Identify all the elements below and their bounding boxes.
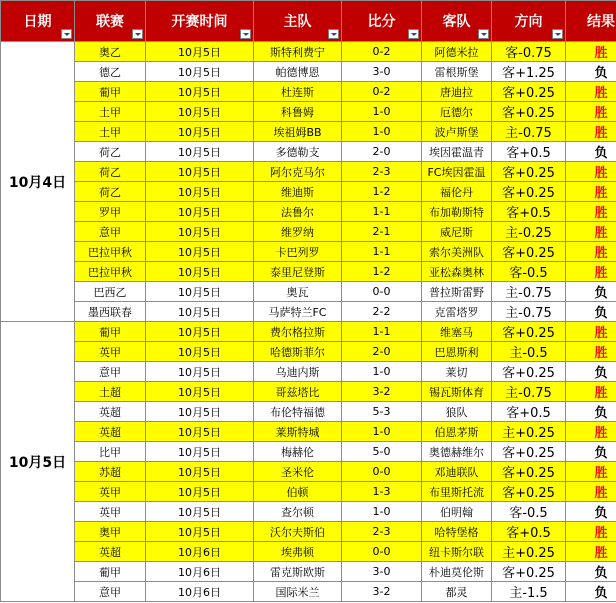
league-cell: 墨西联春: [75, 302, 146, 322]
filter-dropdown-icon[interactable]: [408, 29, 419, 39]
league-cell: 土甲: [75, 122, 146, 142]
table-row: [1, 262, 616, 282]
away-team-cell: 奥德赫维尔: [422, 442, 492, 462]
score-cell: 0-0: [342, 282, 422, 302]
filter-dropdown-icon[interactable]: [552, 29, 563, 39]
time-cell: 10月5日: [146, 502, 254, 522]
table-row: [1, 502, 616, 522]
result-cell: 胜: [566, 242, 616, 262]
table-row: [1, 322, 616, 342]
date-cell: 10月4日: [1, 42, 75, 322]
league-cell: 葡甲: [75, 82, 146, 102]
score-cell: 0-0: [342, 542, 422, 562]
pick-cell: 客+0.5: [492, 202, 566, 222]
result-cell: 胜: [566, 162, 616, 182]
time-cell: 10月5日: [146, 42, 254, 62]
league-cell: 苏超: [75, 462, 146, 482]
time-cell: 10月5日: [146, 142, 254, 162]
score-cell: 2-3: [342, 522, 422, 542]
time-cell: 10月5日: [146, 382, 254, 402]
result-cell: 负: [566, 302, 616, 322]
home-team-cell: 乌迪内斯: [254, 362, 342, 382]
pick-cell: 客+0.25: [492, 482, 566, 502]
result-cell: 胜: [566, 322, 616, 342]
league-cell: 奥乙: [75, 42, 146, 62]
score-cell: 1-1: [342, 202, 422, 222]
score-cell: 2-3: [342, 162, 422, 182]
time-cell: 10月5日: [146, 262, 254, 282]
filter-dropdown-icon[interactable]: [478, 29, 489, 39]
column-header-label: 开赛时间: [171, 14, 228, 30]
time-cell: 10月5日: [146, 202, 254, 222]
league-cell: 荷乙: [75, 142, 146, 162]
result-cell: 胜: [566, 202, 616, 222]
league-cell: 英甲: [75, 342, 146, 362]
pick-cell: 主-0.75: [492, 382, 566, 402]
score-cell: 1-0: [342, 122, 422, 142]
time-cell: 10月5日: [146, 422, 254, 442]
home-team-cell: 费尔格拉斯: [254, 322, 342, 342]
score-cell: 0-0: [342, 462, 422, 482]
result-cell: 胜: [566, 102, 616, 122]
away-team-cell: 莱切: [422, 362, 492, 382]
league-cell: 英超: [75, 422, 146, 442]
pick-cell: 主-0.75: [492, 302, 566, 322]
away-team-cell: FC埃因霍温: [422, 162, 492, 182]
time-cell: 10月6日: [146, 562, 254, 582]
table-row: [1, 562, 616, 582]
league-cell: 葡甲: [75, 562, 146, 582]
home-team-cell: 阿尔克马尔: [254, 162, 342, 182]
time-cell: 10月5日: [146, 222, 254, 242]
score-cell: 1-2: [342, 262, 422, 282]
result-cell: 负: [566, 62, 616, 82]
league-cell: 英甲: [75, 482, 146, 502]
league-cell: 土甲: [75, 102, 146, 122]
home-team-cell: 斯特利费宁: [254, 42, 342, 62]
home-team-cell: 维罗纳: [254, 222, 342, 242]
pick-cell: 主+0.25: [492, 542, 566, 562]
league-cell: 葡甲: [75, 322, 146, 342]
table-row: [1, 202, 616, 222]
table-row: [1, 302, 616, 322]
league-cell: 意甲: [75, 582, 146, 602]
league-cell: 英甲: [75, 502, 146, 522]
league-cell: 荷乙: [75, 162, 146, 182]
home-team-cell: 卡巴列罗: [254, 242, 342, 262]
table-row: [1, 522, 616, 542]
home-team-cell: 奥瓦: [254, 282, 342, 302]
home-team-cell: 梅赫伦: [254, 442, 342, 462]
pick-cell: 客+1.25: [492, 62, 566, 82]
time-cell: 10月5日: [146, 402, 254, 422]
pick-cell: 客+0.5: [492, 522, 566, 542]
league-cell: 罗甲: [75, 202, 146, 222]
pick-cell: 主-0.25: [492, 222, 566, 242]
pick-cell: 主-0.75: [492, 282, 566, 302]
time-cell: 10月5日: [146, 522, 254, 542]
away-team-cell: 唐迪拉: [422, 82, 492, 102]
result-cell: 胜: [566, 222, 616, 242]
table-row: [1, 242, 616, 262]
time-cell: 10月5日: [146, 162, 254, 182]
column-header-label: 日期: [23, 14, 52, 30]
column-header-label: 方向: [514, 14, 543, 30]
league-cell: 巴拉甲秋: [75, 262, 146, 282]
away-team-cell: 普拉斯雷野: [422, 282, 492, 302]
pick-cell: 客-0.5: [492, 262, 566, 282]
pick-cell: 客+0.25: [492, 562, 566, 582]
column-header-league[interactable]: [75, 1, 146, 42]
column-header-pick[interactable]: [492, 1, 566, 42]
away-team-cell: 布里斯托流: [422, 482, 492, 502]
league-cell: 荷乙: [75, 182, 146, 202]
league-cell: 英超: [75, 402, 146, 422]
away-team-cell: 波卢斯堡: [422, 122, 492, 142]
result-cell: 负: [566, 502, 616, 522]
table-row: [1, 382, 616, 402]
home-team-cell: 科鲁姆: [254, 102, 342, 122]
score-cell: 2-0: [342, 342, 422, 362]
time-cell: 10月5日: [146, 442, 254, 462]
home-team-cell: 查尔顿: [254, 502, 342, 522]
score-cell: 3-2: [342, 382, 422, 402]
away-team-cell: 阿德米拉: [422, 42, 492, 62]
table-row: [1, 142, 616, 162]
home-team-cell: 布伦特福德: [254, 402, 342, 422]
score-cell: 5-0: [342, 442, 422, 462]
home-team-cell: 沃尔夫斯伯: [254, 522, 342, 542]
pick-cell: 客-0.5: [492, 502, 566, 522]
table-row: [1, 542, 616, 562]
league-cell: 英超: [75, 542, 146, 562]
pick-cell: 主-1.5: [492, 582, 566, 602]
pick-cell: 客+0.25: [492, 162, 566, 182]
time-cell: 10月5日: [146, 342, 254, 362]
pick-cell: 客+0.25: [492, 82, 566, 102]
table-row: [1, 62, 616, 82]
pick-cell: 主-0.5: [492, 342, 566, 362]
home-team-cell: 埃弗顿: [254, 542, 342, 562]
pick-cell: 客+0.25: [492, 442, 566, 462]
home-team-cell: 多德勒支: [254, 142, 342, 162]
score-cell: 1-0: [342, 502, 422, 522]
home-team-cell: 帕德博恩: [254, 62, 342, 82]
league-cell: 德乙: [75, 62, 146, 82]
league-cell: 奥甲: [75, 522, 146, 542]
pick-cell: 主-0.75: [492, 122, 566, 142]
pick-cell: 客-0.75: [492, 42, 566, 62]
pick-cell: 客+0.25: [492, 182, 566, 202]
time-cell: 10月5日: [146, 462, 254, 482]
league-cell: 巴西乙: [75, 282, 146, 302]
column-header-away[interactable]: [422, 1, 492, 42]
away-team-cell: 厄德尔: [422, 102, 492, 122]
table-row: [1, 442, 616, 462]
table-row: [1, 122, 616, 142]
column-header-result[interactable]: [566, 1, 616, 42]
score-cell: 1-1: [342, 242, 422, 262]
away-team-cell: 埃因霍温青: [422, 142, 492, 162]
time-cell: 10月5日: [146, 182, 254, 202]
score-cell: 3-0: [342, 62, 422, 82]
home-team-cell: 伯顿: [254, 482, 342, 502]
time-cell: 10月5日: [146, 102, 254, 122]
filter-dropdown-icon[interactable]: [61, 29, 72, 39]
column-header-label: 比分: [367, 14, 396, 30]
time-cell: 10月5日: [146, 362, 254, 382]
result-cell: 负: [566, 562, 616, 582]
time-cell: 10月5日: [146, 122, 254, 142]
home-team-cell: 哈德斯菲尔: [254, 342, 342, 362]
home-team-cell: 马萨特兰FC: [254, 302, 342, 322]
result-cell: 负: [566, 282, 616, 302]
column-header-label: 主队: [283, 14, 312, 30]
table-row: [1, 162, 616, 182]
result-cell: 胜: [566, 82, 616, 102]
time-cell: 10月5日: [146, 302, 254, 322]
away-team-cell: 伯明翰: [422, 502, 492, 522]
table-row: [1, 422, 616, 442]
table-row: [1, 222, 616, 242]
pick-cell: 客+0.25: [492, 462, 566, 482]
home-team-cell: 维迪斯: [254, 182, 342, 202]
time-cell: 10月6日: [146, 582, 254, 602]
table-row: [1, 402, 616, 422]
away-team-cell: 雷根斯堡: [422, 62, 492, 82]
time-cell: 10月5日: [146, 482, 254, 502]
time-cell: 10月5日: [146, 242, 254, 262]
pick-cell: 客+0.25: [492, 242, 566, 262]
header-row: [1, 1, 616, 42]
pick-cell: 主+0.25: [492, 422, 566, 442]
home-team-cell: 法鲁尔: [254, 202, 342, 222]
pick-cell: 客+0.25: [492, 102, 566, 122]
score-cell: 1-0: [342, 362, 422, 382]
league-cell: 意甲: [75, 362, 146, 382]
pick-cell: 客+0.25: [492, 322, 566, 342]
league-cell: 巴拉甲秋: [75, 242, 146, 262]
time-cell: 10月5日: [146, 282, 254, 302]
column-header-date[interactable]: [1, 1, 75, 42]
table-row: [1, 282, 616, 302]
result-cell: 胜: [566, 342, 616, 362]
pick-cell: 客+0.25: [492, 362, 566, 382]
table-row: [1, 82, 616, 102]
away-team-cell: 索尔美洲队: [422, 242, 492, 262]
result-cell: 负: [566, 402, 616, 422]
result-cell: 胜: [566, 382, 616, 402]
table-row: [1, 42, 616, 62]
league-cell: 意甲: [75, 222, 146, 242]
score-cell: 2-0: [342, 142, 422, 162]
filter-dropdown-icon[interactable]: [132, 29, 143, 39]
away-team-cell: 巴恩斯利: [422, 342, 492, 362]
table-row: [1, 482, 616, 502]
home-team-cell: 国际米兰: [254, 582, 342, 602]
column-header-label: 结果: [587, 14, 615, 30]
table-body: [1, 42, 616, 602]
table-row: [1, 462, 616, 482]
score-cell: 1-0: [342, 102, 422, 122]
away-team-cell: 布加勒斯特: [422, 202, 492, 222]
column-header-label: 联赛: [96, 14, 124, 30]
result-cell: 负: [566, 362, 616, 382]
home-team-cell: 泰里尼登斯: [254, 262, 342, 282]
date-cell: 10月5日: [1, 322, 75, 602]
score-cell: 1-2: [342, 182, 422, 202]
result-cell: 胜: [566, 482, 616, 502]
away-team-cell: 狼队: [422, 402, 492, 422]
result-cell: 胜: [566, 122, 616, 142]
table-row: [1, 342, 616, 362]
away-team-cell: 克雷塔罗: [422, 302, 492, 322]
away-team-cell: 威尼斯: [422, 222, 492, 242]
score-cell: 2-1: [342, 222, 422, 242]
result-cell: 胜: [566, 422, 616, 442]
column-header-label: 客队: [442, 14, 471, 30]
home-team-cell: 杜连斯: [254, 82, 342, 102]
time-cell: 10月5日: [146, 82, 254, 102]
table-row: [1, 362, 616, 382]
away-team-cell: 伯恩茅斯: [422, 422, 492, 442]
result-cell: 负: [566, 442, 616, 462]
result-cell: 负: [566, 582, 616, 602]
filter-dropdown-icon[interactable]: [240, 29, 251, 39]
result-cell: 胜: [566, 262, 616, 282]
column-header-score[interactable]: [342, 1, 422, 42]
league-cell: 比甲: [75, 442, 146, 462]
column-header-time[interactable]: [146, 1, 254, 42]
result-cell: 胜: [566, 182, 616, 202]
score-cell: 2-2: [342, 302, 422, 322]
table-row: [1, 102, 616, 122]
filter-dropdown-icon[interactable]: [328, 29, 339, 39]
result-cell: 胜: [566, 42, 616, 62]
score-cell: 5-3: [342, 402, 422, 422]
score-cell: 0-2: [342, 42, 422, 62]
score-cell: 1-3: [342, 482, 422, 502]
pick-cell: 客+0.5: [492, 402, 566, 422]
away-team-cell: 朴迪莫伦斯: [422, 562, 492, 582]
table-row: [1, 182, 616, 202]
away-team-cell: 邓迪联队: [422, 462, 492, 482]
result-cell: 负: [566, 142, 616, 162]
home-team-cell: 埃祖姆BB: [254, 122, 342, 142]
home-team-cell: 哥兹塔比: [254, 382, 342, 402]
time-cell: 10月5日: [146, 322, 254, 342]
away-team-cell: 亚松森奥林: [422, 262, 492, 282]
away-team-cell: 都灵: [422, 582, 492, 602]
home-team-cell: 莱斯特城: [254, 422, 342, 442]
home-team-cell: 圣米伦: [254, 462, 342, 482]
away-team-cell: 福伦丹: [422, 182, 492, 202]
score-cell: 3-0: [342, 562, 422, 582]
result-cell: 胜: [566, 542, 616, 562]
score-cell: 0-2: [342, 82, 422, 102]
result-cell: 胜: [566, 522, 616, 542]
away-team-cell: 锡瓦斯体育: [422, 382, 492, 402]
time-cell: 10月5日: [146, 62, 254, 82]
home-team-cell: 雷克斯欧斯: [254, 562, 342, 582]
away-team-cell: 纽卡斯尔联: [422, 542, 492, 562]
column-header-home[interactable]: [254, 1, 342, 42]
pick-cell: 客+0.5: [492, 142, 566, 162]
league-cell: 土超: [75, 382, 146, 402]
away-team-cell: 哈特堡格: [422, 522, 492, 542]
away-team-cell: 维塞马: [422, 322, 492, 342]
score-cell: 1-0: [342, 422, 422, 442]
score-cell: 3-2: [342, 582, 422, 602]
score-cell: 1-1: [342, 322, 422, 342]
table-row: [1, 582, 616, 602]
time-cell: 10月6日: [146, 542, 254, 562]
result-cell: 胜: [566, 462, 616, 482]
